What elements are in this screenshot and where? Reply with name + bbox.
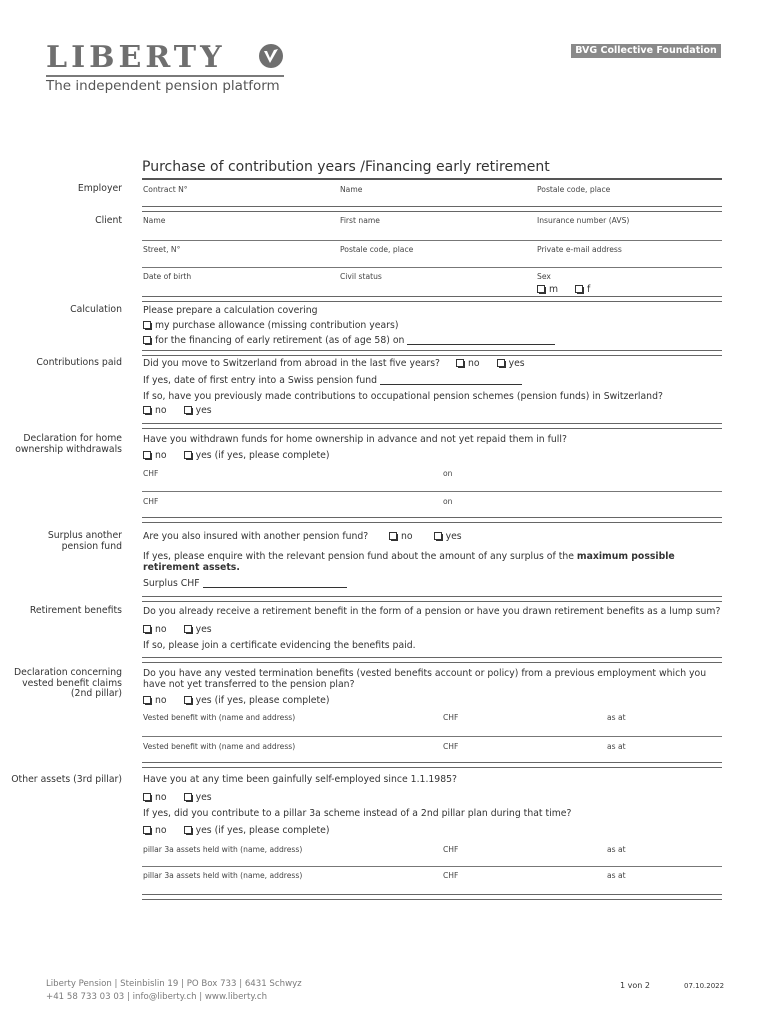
retirement-note: If so, please join a certificate evidencing the benefits paid.	[143, 640, 416, 651]
divider	[142, 296, 722, 302]
section-client: Client	[95, 215, 122, 226]
pillar3a-question: If yes, did you contribute to a pillar 3a scheme instead of a 2nd pillar plan during that time?	[143, 808, 572, 819]
checkbox-icon	[143, 793, 151, 801]
vested-chf-2[interactable]: CHF	[443, 742, 459, 751]
footer-address: Liberty Pension | Steinbislin 19 | PO Box 733 | 6431 Schwyz	[46, 979, 302, 989]
home-question: Have you withdrawn funds for home ownership in advance and not yet repaid them in full?	[143, 434, 567, 445]
self-employed-question: Have you at any time been gainfully self-employed since 1.1.1985?	[143, 774, 457, 785]
home-no-checkbox[interactable]: no	[143, 450, 167, 461]
section-retirement: Retirement benefits	[29, 605, 122, 616]
pillar3a-no-checkbox[interactable]: no	[143, 825, 167, 836]
checkbox-icon	[184, 793, 192, 801]
divider	[142, 206, 722, 212]
surplus-question: Are you also insured with another pension fund?	[143, 531, 369, 542]
sex-f-checkbox[interactable]: f	[575, 284, 590, 295]
divider	[142, 596, 722, 602]
move-question: Did you move to Switzerland from abroad in the last five years?	[143, 358, 440, 369]
liberty-v-logo-icon	[258, 43, 284, 69]
vested-question-line2: have not yet transferred to the pension plan?	[143, 679, 355, 690]
field-civil-status[interactable]: Civil status	[340, 272, 382, 281]
logo-underline	[46, 75, 284, 77]
field-contract-no[interactable]: Contract N°	[143, 185, 188, 194]
move-no-checkbox[interactable]: no	[456, 358, 480, 369]
previous-contributions-question: If so, have you previously made contributions to occupational pension schemes (pension funds) in Switzerland?	[143, 391, 663, 402]
field-street[interactable]: Street, N°	[143, 245, 181, 254]
home-chf-1[interactable]: CHF	[143, 469, 159, 478]
home-yes-checkbox[interactable]: yes (if yes, please complete)	[184, 450, 330, 461]
calculation-intro: Please prepare a calculation covering	[143, 305, 318, 316]
divider	[142, 517, 722, 523]
checkbox-icon	[184, 625, 192, 633]
checkbox-icon	[143, 696, 151, 704]
field-sex: Sex	[537, 272, 551, 281]
surplus-no-checkbox[interactable]: no	[389, 531, 413, 542]
pillar3a-chf-1[interactable]: CHF	[443, 845, 459, 854]
vested-no-checkbox[interactable]: no	[143, 695, 167, 706]
field-employer-name[interactable]: Name	[340, 185, 363, 194]
surplus-note-end: retirement assets.	[143, 562, 240, 573]
vested-question-line1: Do you have any vested termination benefits (vested benefits account or policy) from a previous employment which you	[143, 668, 707, 679]
self-employed-no-checkbox[interactable]: no	[143, 792, 167, 803]
section-contributions: Contributions paid	[36, 357, 122, 368]
pillar3a-as-at-1[interactable]: as at	[607, 845, 626, 854]
checkbox-icon	[537, 285, 545, 293]
field-insurance-number[interactable]: Insurance number (AVS)	[537, 216, 630, 225]
surplus-chf-field[interactable]	[203, 587, 347, 588]
divider	[142, 267, 722, 268]
checkbox-icon	[184, 696, 192, 704]
divider	[142, 657, 722, 663]
surplus-note: If yes, please enquire with the relevant pension fund about the amount of any surplus of the maximum possible	[143, 551, 675, 562]
form-date: 07.10.2022	[684, 982, 725, 990]
vested-chf-1[interactable]: CHF	[443, 713, 459, 722]
page-title: Purchase of contribution years /Financing early retirement	[142, 159, 550, 175]
checkbox-icon	[143, 451, 151, 459]
surplus-chf-label: Surplus CHF	[143, 578, 200, 589]
divider	[142, 894, 722, 900]
section-vested: Declaration concerning vested benefit claims (2nd pillar)	[13, 667, 122, 699]
checkbox-icon	[389, 532, 397, 540]
early-retirement-date-field[interactable]	[407, 344, 555, 345]
checkbox-icon	[184, 826, 192, 834]
prev-yes-checkbox[interactable]: yes	[184, 405, 212, 416]
divider	[142, 350, 722, 356]
section-home-ownership: Declaration for home ownership withdrawals	[15, 433, 122, 455]
home-chf-2[interactable]: CHF	[143, 497, 159, 506]
vested-as-at-1[interactable]: as at	[607, 713, 626, 722]
move-yes-checkbox[interactable]: yes	[497, 358, 525, 369]
checkbox-icon	[143, 625, 151, 633]
vested-as-at-2[interactable]: as at	[607, 742, 626, 751]
divider	[142, 240, 722, 241]
first-entry-date-field[interactable]	[380, 384, 522, 385]
early-retirement-checkbox[interactable]: for the financing of early retirement (as of age 58) on	[143, 335, 555, 346]
divider	[142, 423, 722, 429]
pillar3a-yes-checkbox[interactable]: yes (if yes, please complete)	[184, 825, 330, 836]
checkbox-icon	[575, 285, 583, 293]
checkbox-icon	[497, 359, 505, 367]
divider	[142, 866, 722, 867]
prev-no-checkbox[interactable]: no	[143, 405, 167, 416]
home-on-2[interactable]: on	[443, 497, 453, 506]
checkbox-icon	[184, 451, 192, 459]
retirement-question: Do you already receive a retirement benefit in the form of a pension or have you drawn retirement benefits as a lump sum?	[143, 606, 721, 617]
self-employed-yes-checkbox[interactable]: yes	[184, 792, 212, 803]
logo-wordmark: LIBERTY	[46, 40, 226, 75]
footer-contact: +41 58 733 03 03 | info@liberty.ch | www.liberty.ch	[46, 992, 268, 1002]
field-first-name[interactable]: First name	[340, 216, 380, 225]
divider	[142, 736, 722, 737]
field-employer-postal[interactable]: Postale code, place	[537, 185, 611, 194]
vested-benefit-field-2[interactable]: Vested benefit with (name and address)	[143, 742, 296, 751]
vested-benefit-field-1[interactable]: Vested benefit with (name and address)	[143, 713, 296, 722]
pillar3a-as-at-2[interactable]: as at	[607, 871, 626, 880]
retirement-no-checkbox[interactable]: no	[143, 624, 167, 635]
field-client-name[interactable]: Name	[143, 216, 166, 225]
field-client-postal[interactable]: Postale code, place	[340, 245, 414, 254]
checkbox-icon	[143, 336, 151, 344]
pillar3a-chf-2[interactable]: CHF	[443, 871, 459, 880]
sex-m-checkbox[interactable]: m	[537, 284, 558, 295]
field-email[interactable]: Private e-mail address	[537, 245, 622, 254]
section-employer: Employer	[77, 183, 122, 194]
checkbox-icon	[456, 359, 464, 367]
pillar3a-field-1[interactable]: pillar 3a assets held with (name, address)	[143, 845, 303, 854]
purchase-allowance-checkbox[interactable]: my purchase allowance (missing contribution years)	[143, 320, 398, 331]
pillar3a-field-2[interactable]: pillar 3a assets held with (name, address)	[143, 871, 303, 880]
checkbox-icon	[434, 532, 442, 540]
tagline: The independent pension platform	[46, 78, 280, 94]
retirement-yes-checkbox[interactable]: yes	[184, 624, 212, 635]
checkbox-icon	[143, 406, 151, 414]
title-rule	[142, 178, 722, 180]
divider	[142, 762, 722, 768]
page-number: 1 von 2	[620, 981, 650, 990]
checkbox-icon	[143, 321, 151, 329]
foundation-badge: BVG Collective Foundation	[571, 44, 721, 58]
vested-yes-checkbox[interactable]: yes (if yes, please complete)	[184, 695, 330, 706]
section-surplus: Surplus another pension fund	[47, 530, 122, 552]
section-calculation: Calculation	[70, 304, 122, 315]
checkbox-icon	[184, 406, 192, 414]
first-entry-question: If yes, date of first entry into a Swiss pension fund	[143, 375, 378, 386]
divider	[142, 491, 722, 492]
home-on-1[interactable]: on	[443, 469, 453, 478]
surplus-yes-checkbox[interactable]: yes	[434, 531, 462, 542]
field-date-of-birth[interactable]: Date of birth	[143, 272, 192, 281]
section-other-assets: Other assets (3rd pillar)	[11, 774, 122, 785]
checkbox-icon	[143, 826, 151, 834]
